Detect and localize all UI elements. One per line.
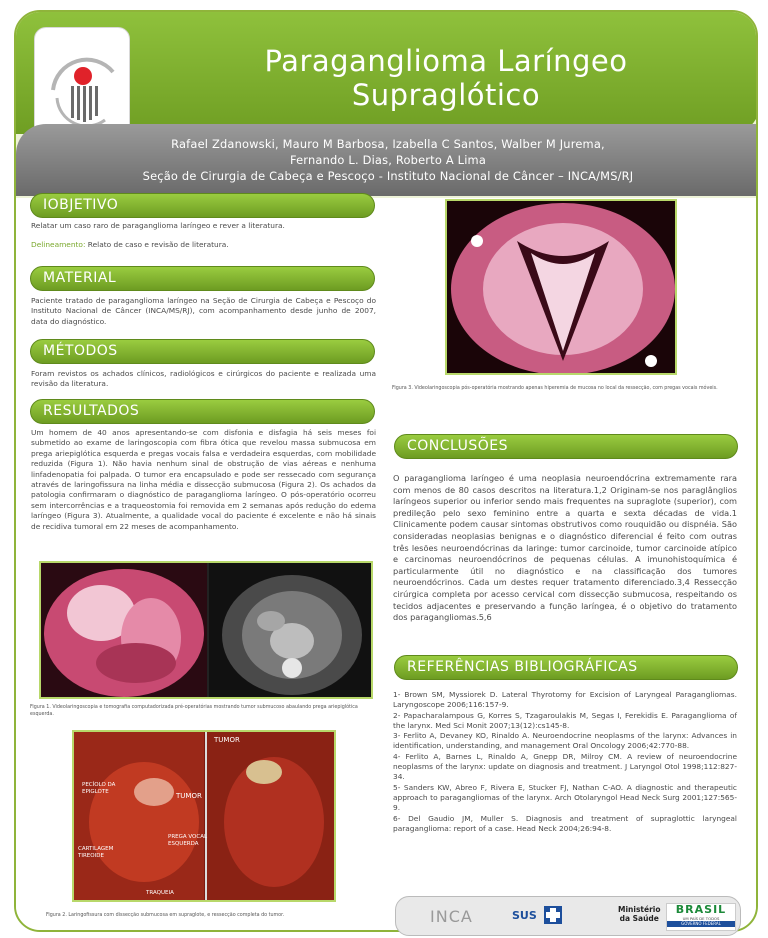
metodos-text: Foram revistos os achados clínicos, radiológicos e cirúrgicos do paciente e realizada uma revisão da literatura. <box>31 369 376 389</box>
figure-2-label-cartilagem: CARTILAGEM TIREOIDE <box>78 846 114 859</box>
referencia-item: 1- Brown SM, Myssiorek D. Lateral Thyrotomy for Excision of Laryngeal Paragangliomas. Laryngoscope 2006;116:157-9. <box>393 690 737 710</box>
figure-3-caption: Figura 3. Videolaringoscopia pós-operatória mostrando apenas hiperemia de mucosa no local da ressecção, com pregas vocais móveis. <box>392 386 718 391</box>
conclusoes-heading: CONCLUSÕES <box>394 434 738 459</box>
figure-1-caption: Figura 1. Videolaringoscopia e tomografia computadorizada pré-operatórias mostrando tumor submucoso abaulando prega ariepiglótica esquerda. <box>30 705 358 717</box>
sus-logo: SUS <box>512 909 537 922</box>
inca-logo-icon <box>35 28 131 138</box>
delineamento <box>31 240 376 250</box>
brasil-sub: UM PAÍS DE TODOS <box>682 916 720 921</box>
authors-band <box>16 124 758 196</box>
referencias-list <box>393 690 737 834</box>
figure-2-label-traqueia: TRAQUEIA <box>146 890 174 896</box>
figure-2-image <box>72 730 336 902</box>
poster-title: Paraganglioma Laríngeo Supraglótico <box>264 44 628 112</box>
sus-cross-icon <box>544 906 562 924</box>
brasil-word: BRASIL <box>675 903 727 916</box>
referencia-item: 3- Ferlito A, Devaney KO, Rinaldo A. Neuroendocrine neoplasms of the larynx: Advances in identification, understanding, and management Oral Oncology 2006;42:770-88. <box>393 731 737 751</box>
inca-footer-logo: INCA <box>430 907 473 926</box>
authors-line-2: Fernando L. Dias, Roberto A Lima <box>289 153 487 167</box>
governo-federal: GOVERNO FEDERAL <box>667 921 735 927</box>
figure-3-image <box>445 199 677 375</box>
figure-2-label-tumor-2: TUMOR <box>176 792 202 800</box>
poster-header <box>16 12 758 134</box>
objetivo-heading: IOBJETIVO <box>30 193 375 218</box>
referencia-item: 4- Ferlito A, Barnes L, Rinaldo A, Gnepp DR, Milroy CM. A review of neuroendocrine neoplasms of the larynx: update on diagnosis and treatment. J Laryngol Otol 1998;112:827-34. <box>393 751 737 782</box>
inca-logo <box>34 27 130 137</box>
resultados-heading: RESULTADOS <box>30 399 375 424</box>
figure-1-image <box>39 561 373 699</box>
resultados-text: Um homem de 40 anos apresentando-se com disfonia e disfagia há seis meses foi submetido ao exame de laringoscopia com fibra ótica que revelou massa submucosa em prega ariepiglótica esquerda e pregas vocais falsa e verdadeira esquerdas, com mobilidade reduzida (Figura 1). Não havia nenhum sinal de obstrução de vias aéreas e nenhuma linfadenopatia foi palpada. O tumor era encapsulado e pode ser ressecado com segurança através de laringofissura na linha média e dissecção submucosa (Figura 2). Os achados da patologia confirmaram o diagnóstico de paraganglioma laríngeo. O pós-operatório ocorreu sem intercorrências e a traqueostomia foi removida em 2 semanas após redução do edema laríngeo (Figura 3). Atualmente, a qualidade vocal do paciente é excelente e não há sinais de recidiva tumoral em 22 meses de acompanhamento. <box>31 428 376 531</box>
referencia-item: 6- Del Gaudio JM, Muller S. Diagnosis and treatment of supraglottic laryngeal paraganglioma: report of a case. Head Neck 2004;26:94-8. <box>393 813 737 833</box>
affiliation: Seção de Cirurgia de Cabeça e Pescoço - Instituto Nacional de Câncer – INCA/MS/RJ <box>142 169 634 183</box>
figure-1-graphic <box>41 563 373 699</box>
referencia-item: 2- Papacharalampous G, Korres S, Tzagaroulakis M, Segas I, Ferekidis E. Paraganglioma of the larynx. Med Sci Monit 2007;13(12):cs145-8. <box>393 710 737 730</box>
referencias-heading: REFERÊNCIAS BIBLIOGRÁFICAS <box>394 655 738 680</box>
objetivo-text: Relatar um caso raro de paraganglioma laríngeo e rever a literatura. <box>31 221 285 230</box>
conclusoes-text: O paraganglioma laríngeo é uma neoplasia neuroendócrina extremamente rara com menos de 80 casos descritos na literatura.1,2 Originam-se nos paraglânglios laríngeos superior ou inferior sendo mais frequentes na supraglote (superior), com predileção pelo sexo feminino entre a quarta e sexta décadas de vida.1 Clinicamente podem causar sintomas obstrutivos como rouquidão ou dispnéia. São consideradas neoplasias benignas e o diagnóstico diferencial é feito com outras três lesões neuroendócrinas da laringe: tumor carcinoide, tumor carcinoide atípico e carcinomas neuroendócrinos de pequenas células. A imunohistoquímica é particularmente útil no diagnóstico e na classificação dos tumores neuroendócrinos. Cada um destes requer tratamento diferenciado.3,4 Ressecção cirúrgica completa por acesso cervical com dissecção submucosa, respeitando os tecidos adjacentes e preservando a função laríngea, é o objetivo do tratamento dos paragangliomas.5,6 <box>393 473 737 623</box>
brasil-logo <box>666 903 736 931</box>
referencia-item: 5- Sanders KW, Abreo F, Rivera E, Stucker FJ, Nathan C-AO. A diagnostic and therapeutic approach to paragangliomas of the larynx. Arch Otolaryngol Head Neck Surg 2001;127:565-9. <box>393 782 737 813</box>
figure-2-label-prega: PREGA VOCAL ESQUERDA <box>168 834 208 847</box>
figure-2-graphic <box>74 732 336 902</box>
figure-2-label-peciolo: PECÍOLO DA EPIGLOTE <box>82 782 116 795</box>
figure-2-caption: Figura 2. Laringofissura com dissecção submucosa em supraglote, e ressecção completa do tumor. <box>46 913 285 918</box>
delineamento-label: Delineamento: <box>31 240 86 249</box>
ministerio-line-1: Ministério <box>618 905 661 914</box>
ministerio-logo <box>618 905 661 923</box>
metodos-heading: MÉTODOS <box>30 339 375 364</box>
material-heading: MATERIAL <box>30 266 375 291</box>
authors-line-1: Rafael Zdanowski, Mauro M Barbosa, Izabella C Santos, Walber M Jurema, <box>171 137 605 151</box>
material-text: Paciente tratado de paraganglioma laríngeo na Seção de Cirurgia de Cabeça e Pescoço do Instituto Nacional de Câncer (INCA/MS/RJ), com acompanhamento desde junho de 2007, data do diagnóstico. <box>31 296 376 326</box>
delineamento-text: Relato de caso e revisão de literatura. <box>85 240 229 249</box>
ministerio-line-2: da Saúde <box>619 914 659 923</box>
figure-3-graphic <box>447 201 677 375</box>
figure-2-label-tumor-1: TUMOR <box>214 736 240 744</box>
footer-logos <box>395 896 741 936</box>
